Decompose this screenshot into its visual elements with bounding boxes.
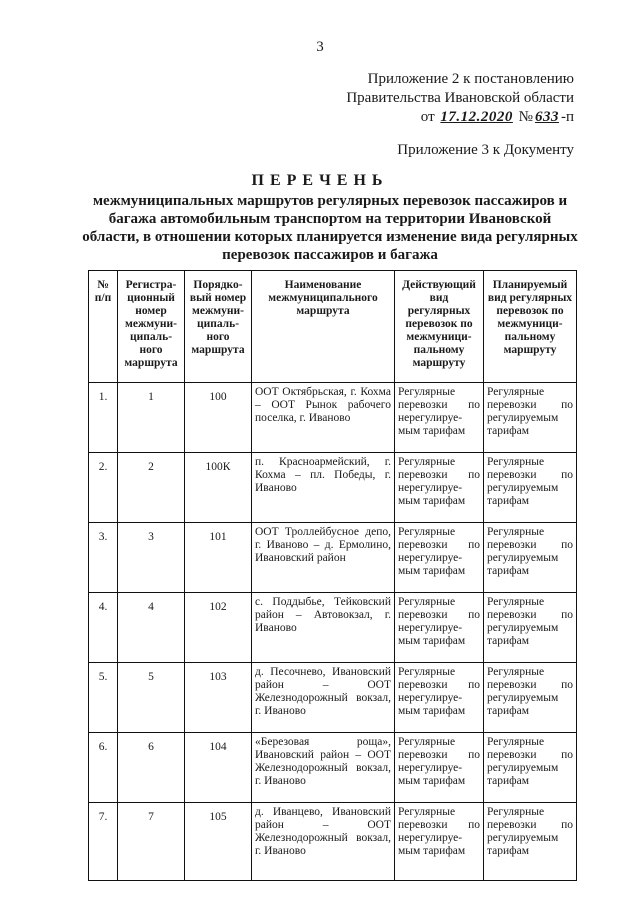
header-reg-number: Регистра-ционный номер межмуни-ципаль-ного маршрута	[118, 271, 185, 383]
cell-number: 1.	[89, 383, 118, 453]
cell-route-name: п. Красноармейский, г. Кохма – пл. Победы, г. Иваново	[252, 453, 395, 523]
header-number: № п/п	[89, 271, 118, 383]
table-row	[89, 453, 577, 523]
header-current-type: Действующий вид регулярных перевозок по межмуници-пальному маршруту	[395, 271, 484, 383]
cell-order-number: 100	[185, 383, 252, 453]
cell-planned-type: Регулярные перевозки по регулируемым тарифам	[484, 733, 577, 803]
cell-reg-number: 7	[118, 803, 185, 881]
appendix-number: 633	[534, 109, 559, 125]
page-number: 3	[316, 39, 324, 55]
appendix-line-4: Приложение 3 к Документу	[397, 142, 574, 158]
cell-number: 5.	[89, 663, 118, 733]
table-header-row	[89, 271, 577, 383]
appendix-line-2: Правительства Ивановской области	[346, 90, 574, 106]
cell-planned-type: Регулярные перевозки по регулируемым тарифам	[484, 523, 577, 593]
cell-current-type: Регулярные перевозки по нерегулируе-мым тарифам	[395, 453, 484, 523]
cell-reg-number: 3	[118, 523, 185, 593]
appendix-date: 17.12.2020	[440, 109, 513, 125]
cell-route-name: ООТ Троллейбусное депо, г. Иваново – д. Ермолино, Ивановский район	[252, 523, 395, 593]
header-route-name: Наименование межмуниципального маршрута	[252, 271, 395, 383]
cell-planned-type: Регулярные перевозки по регулируемым тарифам	[484, 383, 577, 453]
cell-route-name: ООТ Октябрьская, г. Кохма – ООТ Рынок рабочего поселка, г. Иваново	[252, 383, 395, 453]
table-row	[89, 593, 577, 663]
cell-route-name: «Березовая роща», Ивановский район – ООТ Железнодорожный вокзал, г. Иваново	[252, 733, 395, 803]
appendix-from: от	[420, 109, 435, 125]
cell-order-number: 104	[185, 733, 252, 803]
appendix-line-3	[346, 108, 574, 127]
appendix-block	[346, 70, 574, 127]
table-row	[89, 803, 577, 881]
cell-planned-type: Регулярные перевозки по регулируемым тарифам	[484, 453, 577, 523]
cell-planned-type: Регулярные перевозки по регулируемым тарифам	[484, 663, 577, 733]
cell-order-number: 102	[185, 593, 252, 663]
cell-route-name: с. Поддыбье, Тейковский район – Автовокзал, г. Иваново	[252, 593, 395, 663]
cell-order-number: 100К	[185, 453, 252, 523]
cell-planned-type: Регулярные перевозки по регулируемым тарифам	[484, 803, 577, 881]
table-row	[89, 383, 577, 453]
cell-route-name: д. Песочнево, Ивановский район – ООТ Железнодорожный вокзал, г. Иваново	[252, 663, 395, 733]
cell-number: 3.	[89, 523, 118, 593]
table-row	[89, 733, 577, 803]
cell-number: 7.	[89, 803, 118, 881]
cell-order-number: 105	[185, 803, 252, 881]
header-order-number: Порядко-вый номер межмуни-ципаль-ного маршрута	[185, 271, 252, 383]
header-planned-type: Планируемый вид регулярных перевозок по межмуници-пальному маршруту	[484, 271, 577, 383]
cell-current-type: Регулярные перевозки по нерегулируе-мым тарифам	[395, 593, 484, 663]
cell-current-type: Регулярные перевозки по нерегулируе-мым тарифам	[395, 733, 484, 803]
document-subtitle: межмуниципальных маршрутов регулярных перевозок пассажиров и багажа автомобильным транспортом на территории Ивановской области, в отношении которых планируется изменение вида регулярных перевозок пассажиров и багажа	[82, 193, 578, 263]
cell-number: 2.	[89, 453, 118, 523]
document-title: ПЕРЕЧЕНЬ	[251, 172, 389, 189]
cell-current-type: Регулярные перевозки по нерегулируе-мым тарифам	[395, 383, 484, 453]
cell-current-type: Регулярные перевозки по нерегулируе-мым тарифам	[395, 803, 484, 881]
cell-reg-number: 2	[118, 453, 185, 523]
routes-table	[88, 270, 577, 881]
cell-current-type: Регулярные перевозки по нерегулируе-мым тарифам	[395, 663, 484, 733]
appendix-num-sign: №	[518, 109, 533, 125]
cell-reg-number: 4	[118, 593, 185, 663]
appendix-suffix: -п	[560, 109, 574, 125]
table-row	[89, 523, 577, 593]
cell-reg-number: 1	[118, 383, 185, 453]
cell-reg-number: 6	[118, 733, 185, 803]
cell-order-number: 103	[185, 663, 252, 733]
cell-number: 4.	[89, 593, 118, 663]
cell-reg-number: 5	[118, 663, 185, 733]
cell-order-number: 101	[185, 523, 252, 593]
cell-planned-type: Регулярные перевозки по регулируемым тарифам	[484, 593, 577, 663]
table-row	[89, 663, 577, 733]
cell-route-name: д. Иванцево, Ивановский район – ООТ Железнодорожный вокзал, г. Иваново	[252, 803, 395, 881]
cell-number: 6.	[89, 733, 118, 803]
appendix-line-1: Приложение 2 к постановлению	[367, 71, 574, 87]
cell-current-type: Регулярные перевозки по нерегулируе-мым тарифам	[395, 523, 484, 593]
